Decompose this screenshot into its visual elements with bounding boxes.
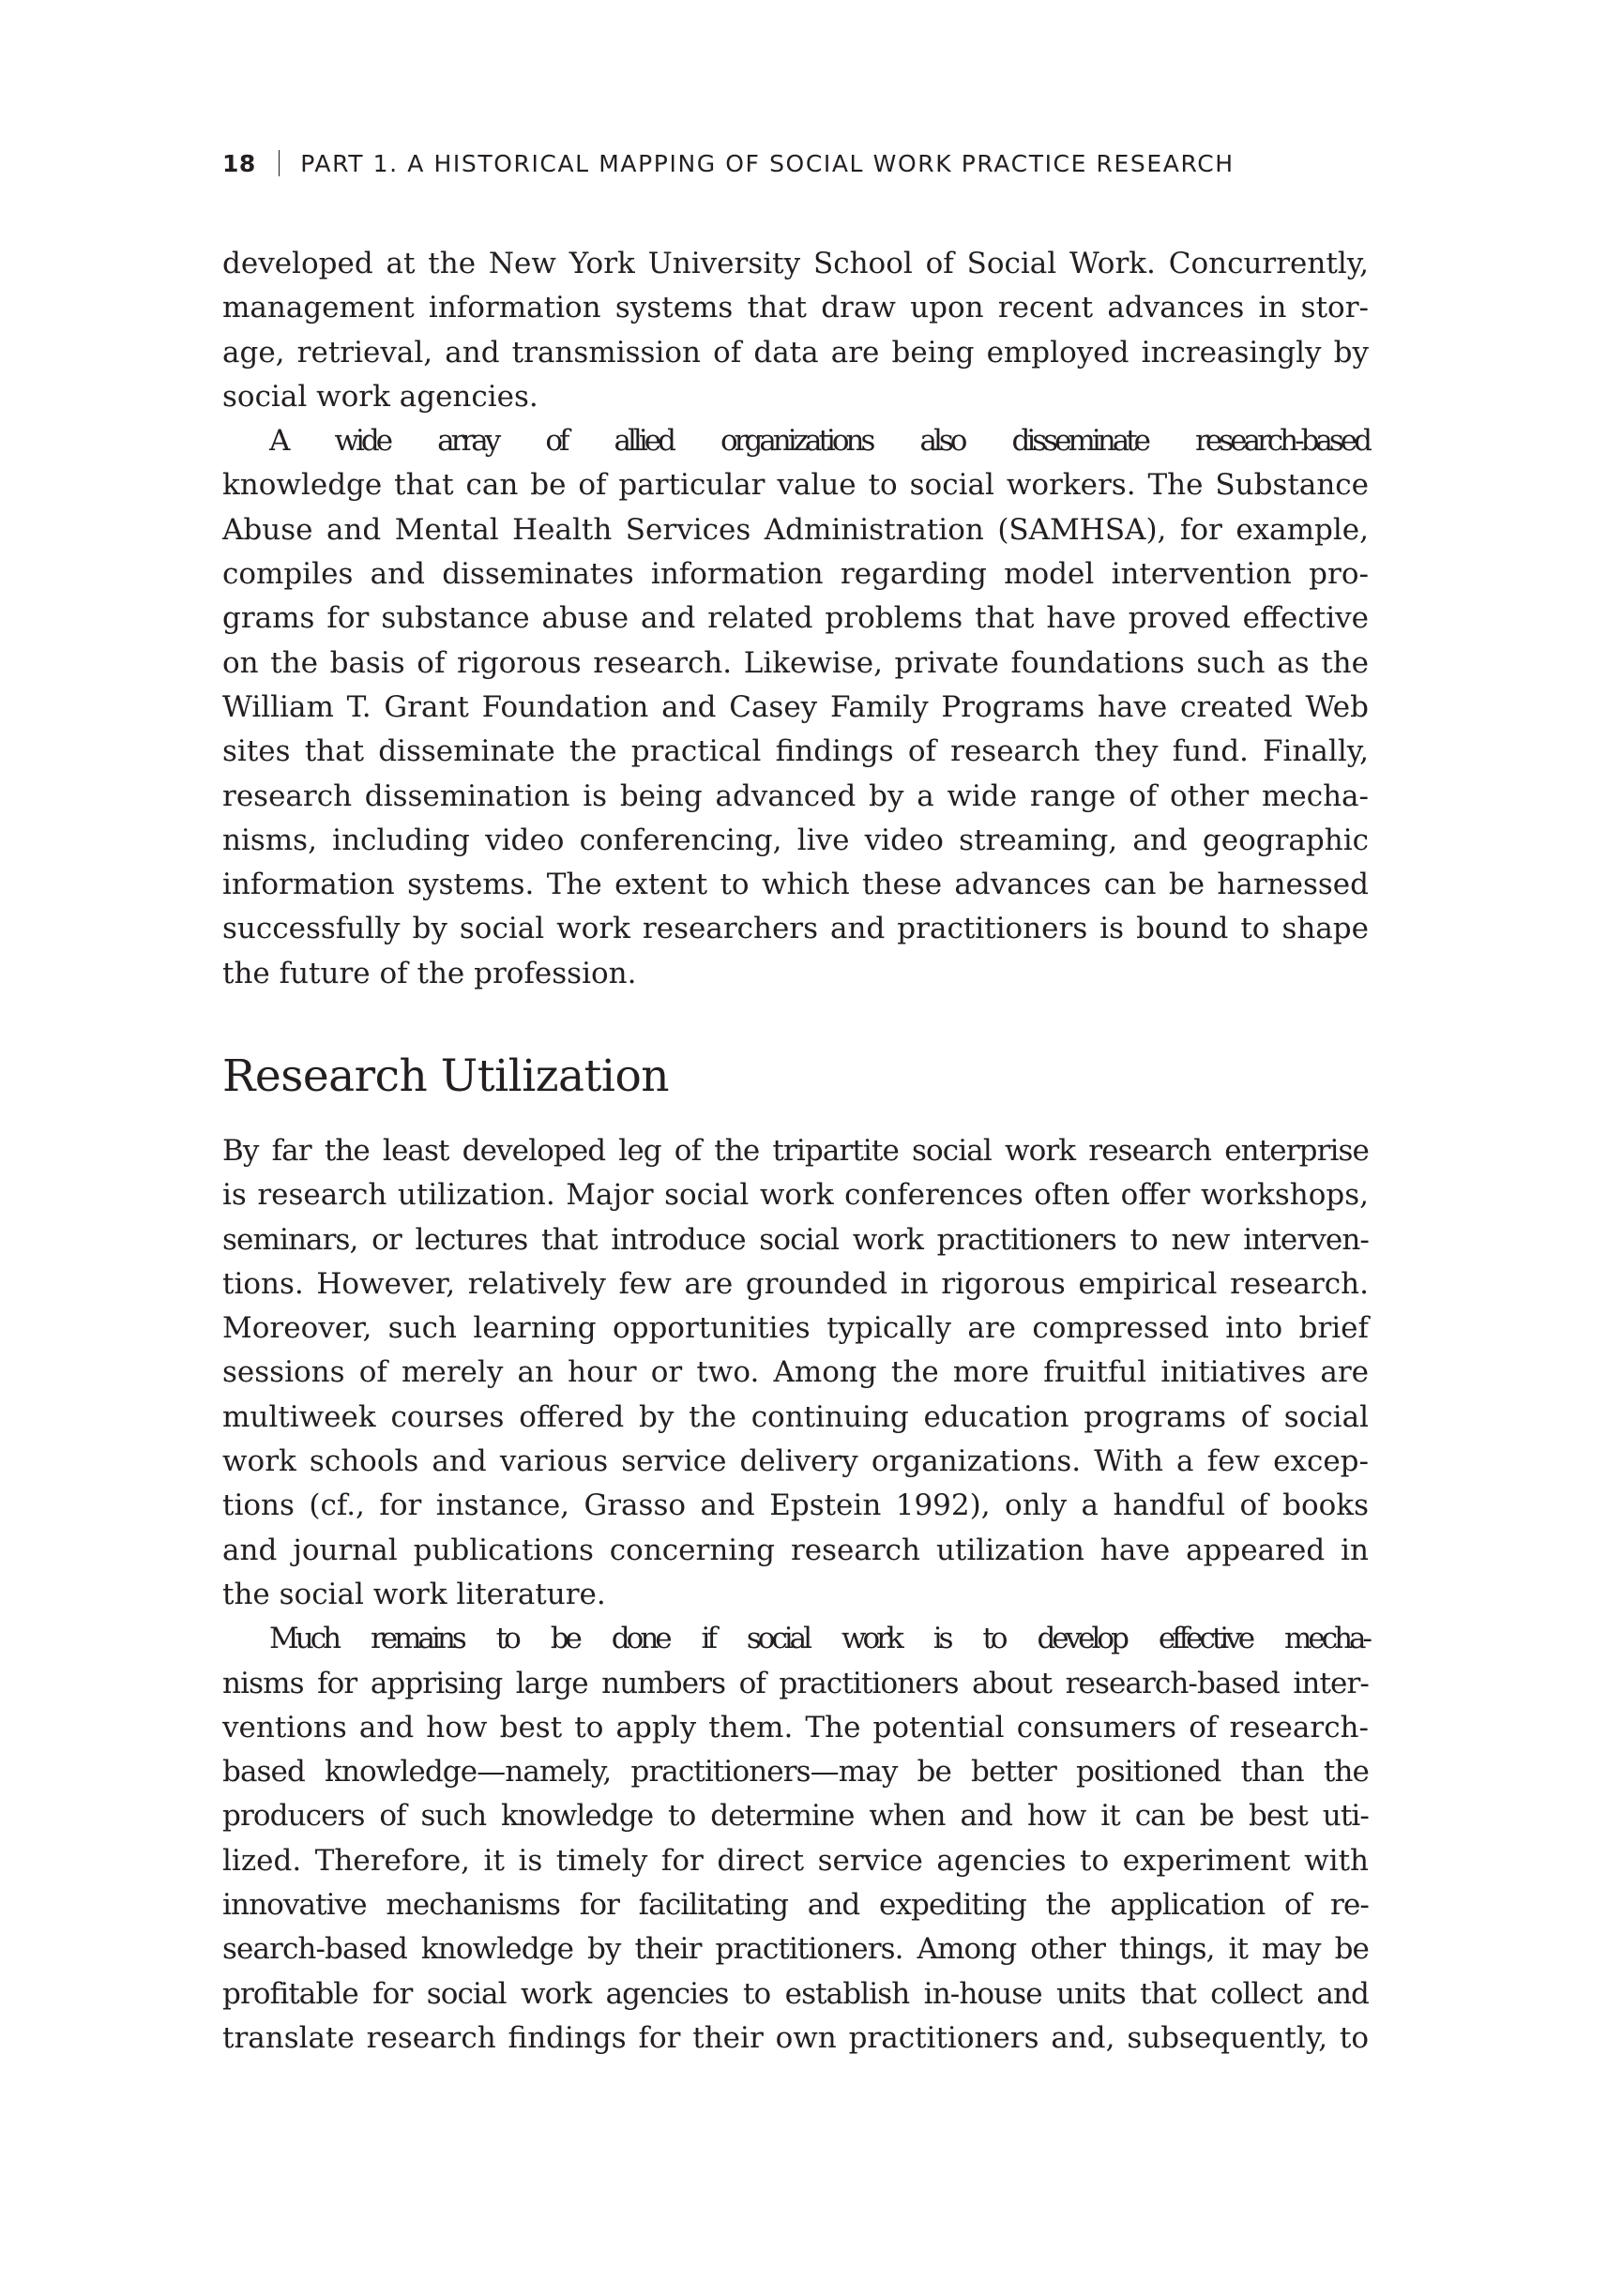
text-line: translate research findings for their own practitioners and, subsequently, to xyxy=(222,2020,1369,2055)
running-head-separator xyxy=(279,150,280,176)
text-line: innovative mechanisms for facilitating and expediting the application of re- xyxy=(222,1888,1369,1923)
section-two-body xyxy=(222,1129,1369,2061)
text-line: William T. Grant Foundation and Casey Family Programs have created Web xyxy=(222,689,1369,724)
text-line: A wide array of allied organizations also disseminate research-based xyxy=(269,424,1369,459)
text-line: based knowledge—namely, practitioners—may be better positioned than the xyxy=(222,1755,1369,1790)
text-line: ventions and how best to apply them. The potential consumers of research- xyxy=(222,1710,1369,1745)
text-line: sessions of merely an hour or two. Among the more fruitful initiatives are xyxy=(222,1355,1369,1390)
text-line: search-based knowledge by their practitioners. Among other things, it may be xyxy=(222,1932,1369,1967)
text-line: developed at the New York University School of Social Work. Concurrently, xyxy=(222,247,1369,280)
running-head-title: PART 1. A HISTORICAL MAPPING OF SOCIAL WORK PRACTICE RESEARCH xyxy=(300,149,1235,177)
text-line: grams for substance abuse and related problems that have proved effective xyxy=(222,601,1369,636)
text-line: work schools and various service delivery organizations. With a few excep- xyxy=(222,1444,1369,1479)
text-line: research dissemination is being advanced by a wide range of other mecha- xyxy=(222,778,1369,813)
text-line: the future of the profession. xyxy=(222,956,637,990)
text-line: is research utilization. Major social work conferences often offer workshops, xyxy=(222,1178,1369,1213)
text-line: information systems. The extent to which these advances can be harnessed xyxy=(222,868,1369,902)
section-heading: Research Utilization xyxy=(222,1050,670,1102)
text-line: on the basis of rigorous research. Likewise, private foundations such as the xyxy=(222,645,1369,680)
text-line: tions. However, relatively few are grounded in rigorous empirical research. xyxy=(222,1266,1369,1301)
text-line: Much remains to be done if social work is to develop effective mecha- xyxy=(269,1622,1369,1656)
text-line: tions (cf., for instance, Grasso and Epstein 1992), only a handful of books xyxy=(222,1488,1369,1523)
text-line: multiweek courses offered by the continuing education programs of social xyxy=(222,1399,1369,1434)
text-line: and journal publications concerning research utilization have appeared in xyxy=(222,1533,1369,1567)
text-line: Moreover, such learning opportunities typically are compressed into brief xyxy=(222,1311,1369,1346)
text-line: Abuse and Mental Health Services Administration (SAMHSA), for example, xyxy=(222,512,1369,547)
text-line: sites that disseminate the practical findings of research they fund. Finally, xyxy=(222,734,1369,769)
text-line: management information systems that draw upon recent advances in stor- xyxy=(222,291,1369,325)
paragraph xyxy=(222,242,1369,419)
text-line: social work agencies. xyxy=(222,379,538,414)
page-number: 18 xyxy=(222,149,256,177)
text-line: nisms for apprising large numbers of practitioners about research-based inter- xyxy=(222,1666,1369,1700)
paragraph xyxy=(222,419,1369,996)
text-line: successfully by social work researchers and practitioners is bound to shape xyxy=(222,912,1369,946)
text-line: knowledge that can be of particular value to social workers. The Substance xyxy=(222,468,1369,503)
paragraph xyxy=(222,1129,1369,1617)
text-line: profitable for social work agencies to establish in-house units that collect and xyxy=(222,1976,1369,2011)
text-line: age, retrieval, and transmission of data are being employed increasingly by xyxy=(222,335,1369,370)
text-line: the social work literature. xyxy=(222,1577,606,1611)
section-one-body xyxy=(222,242,1369,996)
text-line: compiles and disseminates information regarding model intervention pro- xyxy=(222,557,1369,592)
paragraph xyxy=(222,1617,1369,2061)
text-line: By far the least developed leg of the tripartite social work research enterprise xyxy=(222,1134,1369,1168)
text-line: seminars, or lectures that introduce social work practitioners to new interven- xyxy=(222,1222,1369,1257)
text-line: producers of such knowledge to determine when and how it can be best uti- xyxy=(222,1799,1369,1834)
running-head xyxy=(222,146,1235,180)
text-line: nisms, including video conferencing, live video streaming, and geographic xyxy=(222,823,1369,857)
text-line: lized. Therefore, it is timely for direct service agencies to experiment with xyxy=(222,1843,1369,1878)
